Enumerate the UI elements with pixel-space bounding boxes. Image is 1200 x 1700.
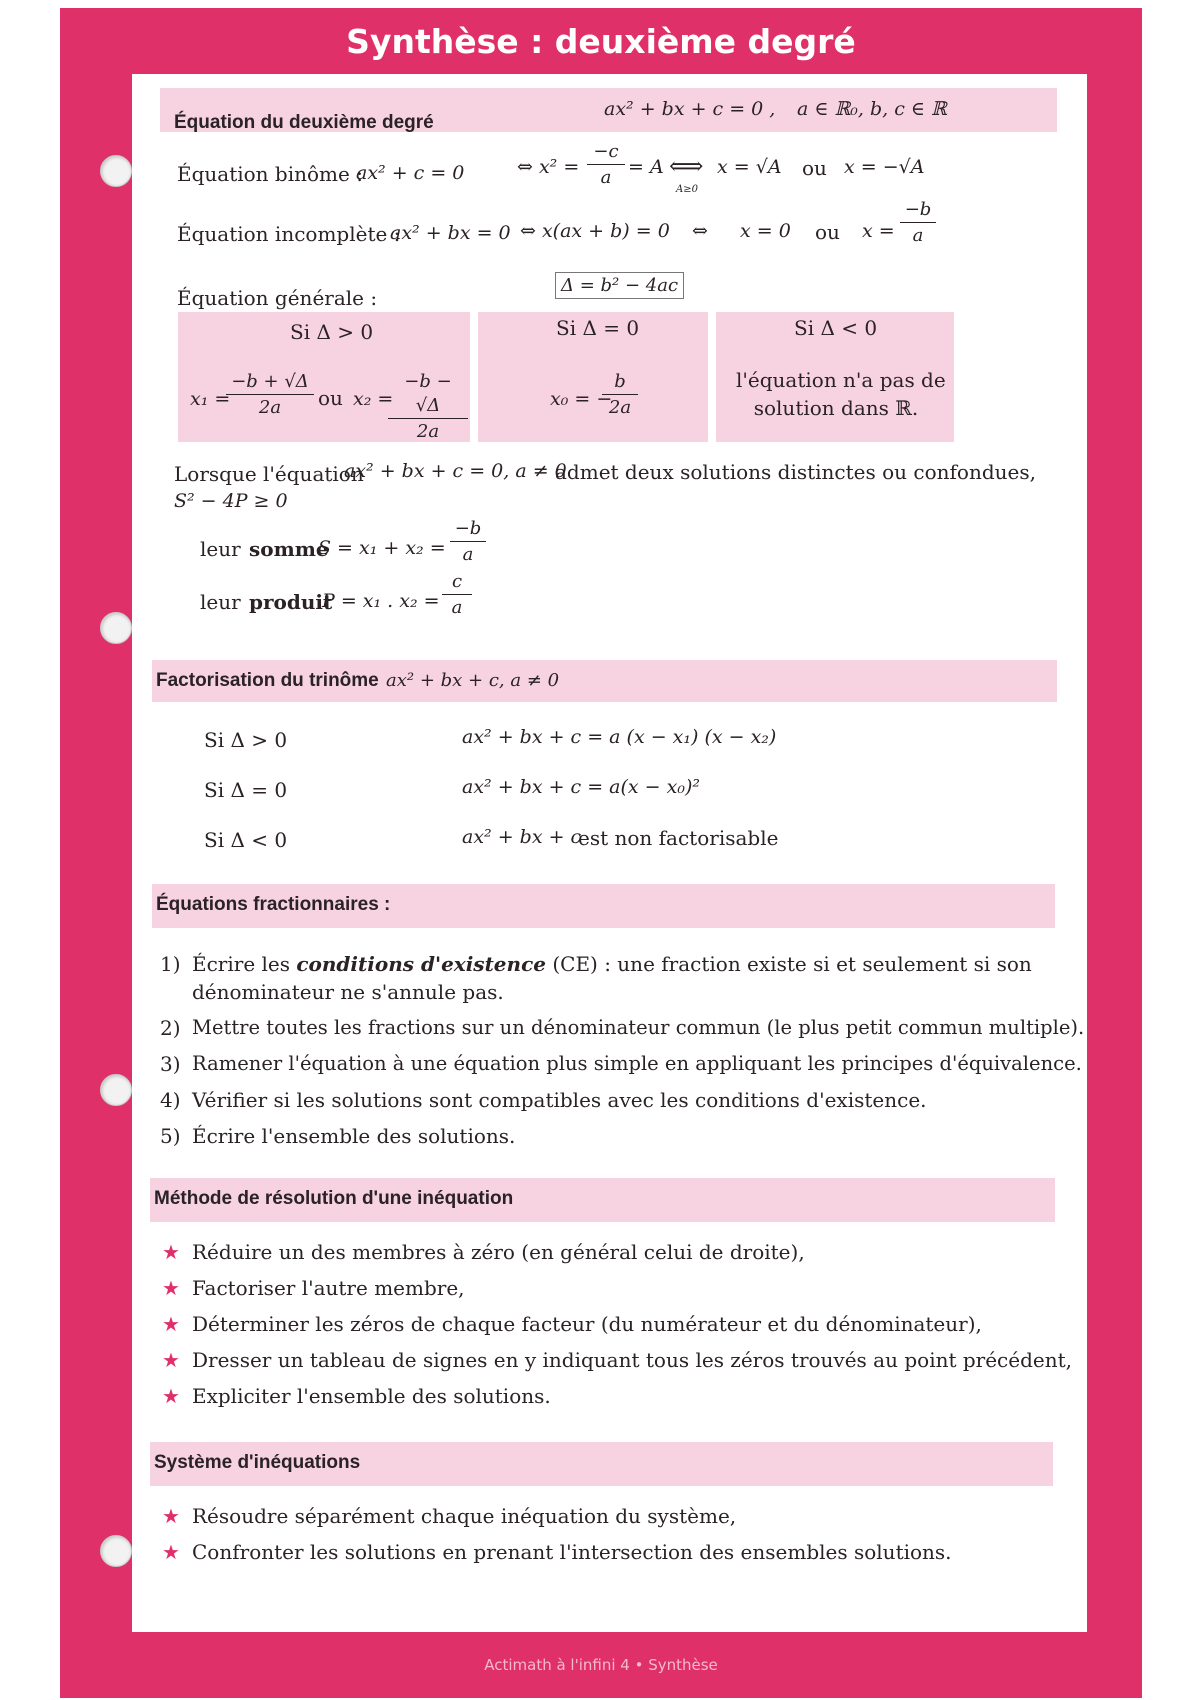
produit-expression: P = x₁ . x₂ = bbox=[322, 590, 440, 612]
factor-expression: ax² + bx + c bbox=[462, 826, 582, 848]
denominator: 2a bbox=[608, 397, 632, 418]
case-zero-cell bbox=[478, 312, 708, 442]
numerator: −b − √Δ bbox=[388, 370, 468, 419]
general-label: Équation générale : bbox=[177, 286, 378, 310]
list-item: Écrire l'ensemble des solutions. bbox=[192, 1124, 516, 1148]
case-title: Si Δ > 0 bbox=[290, 320, 374, 344]
list-item: Réduire un des membres à zéro (en général celui de droite), bbox=[192, 1240, 805, 1264]
binder-hole bbox=[100, 1535, 132, 1567]
conditions-existence: conditions d'existence bbox=[296, 952, 546, 976]
star-bullet-icon: ★ bbox=[162, 1504, 180, 1528]
page-title: Synthèse : deuxième degré bbox=[346, 22, 856, 61]
case-title: Si Δ = 0 bbox=[556, 316, 640, 340]
binome-solution-positive: x = √A bbox=[717, 156, 782, 178]
section-heading-factorisation: Factorisation du trinôme bbox=[156, 670, 379, 691]
lorsque-text: admet deux solutions distinctes ou confondues, bbox=[555, 460, 1036, 484]
list-number: 3) bbox=[160, 1052, 181, 1076]
case-text: l'équation n'a pas de bbox=[736, 368, 946, 392]
factorisation-trinome: ax² + bx + c, a ≠ 0 bbox=[386, 670, 560, 691]
factor-expression: ax² + bx + c = a(x − x₀)² bbox=[462, 776, 700, 798]
denominator: a bbox=[600, 167, 612, 188]
somme-leur: leur bbox=[200, 537, 241, 561]
ou-text: ou bbox=[815, 220, 840, 244]
produit-label: produit bbox=[249, 590, 333, 614]
denominator: 2a bbox=[258, 397, 282, 418]
incomplete-step: ⇔ x(ax + b) = 0 bbox=[520, 220, 670, 242]
somme-expression: S = x₁ + x₂ = bbox=[318, 537, 446, 559]
list-item: Factoriser l'autre membre, bbox=[192, 1276, 465, 1300]
lorsque-text: Lorsque l'équation bbox=[174, 462, 364, 486]
numerator: −b bbox=[900, 198, 936, 223]
general-equation: ax² + bx + c = 0 , bbox=[604, 98, 776, 120]
list-item-continued: dénominateur ne s'annule pas. bbox=[192, 980, 504, 1004]
incomplete-solution-x: x = bbox=[862, 220, 895, 242]
incomplete-label: Équation incomplète : bbox=[177, 222, 401, 246]
incomplete-fraction bbox=[900, 198, 936, 249]
list-item: Dresser un tableau de signes en y indiquant tous les zéros trouvés au point précédent, bbox=[192, 1348, 1073, 1372]
star-bullet-icon: ★ bbox=[162, 1276, 180, 1300]
list-number: 4) bbox=[160, 1088, 181, 1112]
list-number: 1) bbox=[160, 952, 181, 976]
content-sheet bbox=[132, 74, 1087, 1632]
binome-label: Équation binôme : bbox=[177, 162, 363, 186]
list-item: Déterminer les zéros de chaque facteur (du numérateur et du dénominateur), bbox=[192, 1312, 982, 1336]
list-item: Résoudre séparément chaque inéquation du système, bbox=[192, 1504, 737, 1528]
list-number: 5) bbox=[160, 1124, 181, 1148]
factor-condition: Si Δ > 0 bbox=[204, 728, 288, 752]
x2-fraction bbox=[388, 370, 468, 445]
discriminant-box: Δ = b² − 4ac bbox=[555, 272, 684, 299]
denominator: a bbox=[462, 544, 474, 565]
section-heading-fractionnaires: Équations fractionnaires : bbox=[156, 894, 391, 915]
x2-label: x₂ = bbox=[353, 388, 394, 410]
list-item: Ramener l'équation à une équation plus simple en appliquant les principes d'équivalence. bbox=[192, 1052, 1082, 1075]
x0-fraction bbox=[602, 370, 638, 421]
x0-label: x₀ = − bbox=[550, 388, 613, 410]
produit-fraction bbox=[442, 570, 472, 621]
list-item-text: (CE) : une fraction existe si et seulement si son bbox=[552, 952, 1032, 976]
factor-condition: Si Δ = 0 bbox=[204, 778, 288, 802]
factor-nonfactorisable: est non factorisable bbox=[578, 826, 779, 850]
denominator: a bbox=[912, 225, 924, 246]
binome-step: ⇔ x² = bbox=[517, 156, 580, 178]
somme-fraction bbox=[450, 517, 486, 568]
star-bullet-icon: ★ bbox=[162, 1384, 180, 1408]
page-footer: Actimath à l'infini 4 • Synthèse bbox=[484, 1656, 718, 1674]
binome-equation: ax² + c = 0 bbox=[356, 162, 465, 184]
case-title: Si Δ < 0 bbox=[794, 316, 878, 340]
x1-label: x₁ = bbox=[190, 388, 231, 410]
binome-solution-negative: x = −√A bbox=[844, 156, 925, 178]
binder-hole bbox=[100, 1074, 132, 1106]
ou-text: ou bbox=[802, 156, 827, 180]
list-item: Expliciter l'ensemble des solutions. bbox=[192, 1384, 551, 1408]
factor-condition: Si Δ < 0 bbox=[204, 828, 288, 852]
equivalence-arrow: ⇔ bbox=[692, 220, 708, 242]
numerator: b bbox=[602, 370, 638, 395]
star-bullet-icon: ★ bbox=[162, 1312, 180, 1336]
incomplete-solution-zero: x = 0 bbox=[740, 220, 791, 242]
list-item: Mettre toutes les fractions sur un dénominateur commun (le plus petit commun multiple). bbox=[192, 1016, 1085, 1039]
lorsque-equation: ax² + bx + c = 0, a ≠ 0 bbox=[344, 460, 567, 482]
case-positive-cell bbox=[178, 312, 470, 442]
sp-condition: S² − 4P ≥ 0 bbox=[174, 490, 288, 512]
denominator: a bbox=[451, 597, 463, 618]
binder-hole bbox=[100, 612, 132, 644]
star-bullet-icon: ★ bbox=[162, 1348, 180, 1372]
list-item: Confronter les solutions en prenant l'intersection des ensembles solutions. bbox=[192, 1540, 952, 1564]
star-bullet-icon: ★ bbox=[162, 1540, 180, 1564]
numerator: −c bbox=[587, 140, 625, 165]
list-number: 2) bbox=[160, 1016, 181, 1040]
incomplete-equation: ax² + bx = 0 bbox=[390, 222, 511, 244]
equivalence-arrow: ⟺ bbox=[669, 152, 704, 180]
binome-equals-a: = A bbox=[628, 156, 664, 178]
x1-fraction bbox=[226, 370, 314, 421]
binder-hole bbox=[100, 155, 132, 187]
produit-leur: leur bbox=[200, 590, 241, 614]
section-heading-inequation: Méthode de résolution d'une inéquation bbox=[154, 1188, 514, 1209]
list-item: Vérifier si les solutions sont compatibles avec les conditions d'existence. bbox=[192, 1088, 927, 1112]
coefficient-domain: a ∈ ℝ₀, b, c ∈ ℝ bbox=[797, 98, 947, 120]
somme-label: somme bbox=[249, 537, 329, 561]
list-item-text: Écrire les bbox=[192, 952, 291, 976]
numerator: −b + √Δ bbox=[226, 370, 314, 395]
numerator: c bbox=[442, 570, 472, 595]
case-negative-cell bbox=[716, 312, 954, 442]
equivalence-condition: A≥0 bbox=[676, 184, 698, 195]
section-heading-second-degree: Équation du deuxième degré bbox=[174, 112, 434, 133]
ou-text: ou bbox=[318, 386, 343, 410]
star-bullet-icon: ★ bbox=[162, 1240, 180, 1264]
denominator: 2a bbox=[416, 421, 440, 442]
binome-fraction bbox=[587, 140, 625, 191]
case-text: solution dans ℝ. bbox=[753, 396, 919, 420]
factor-expression: ax² + bx + c = a (x − x₁) (x − x₂) bbox=[462, 726, 777, 748]
numerator: −b bbox=[450, 517, 486, 542]
section-heading-systeme: Système d'inéquations bbox=[154, 1452, 361, 1473]
list-item bbox=[192, 952, 1032, 976]
